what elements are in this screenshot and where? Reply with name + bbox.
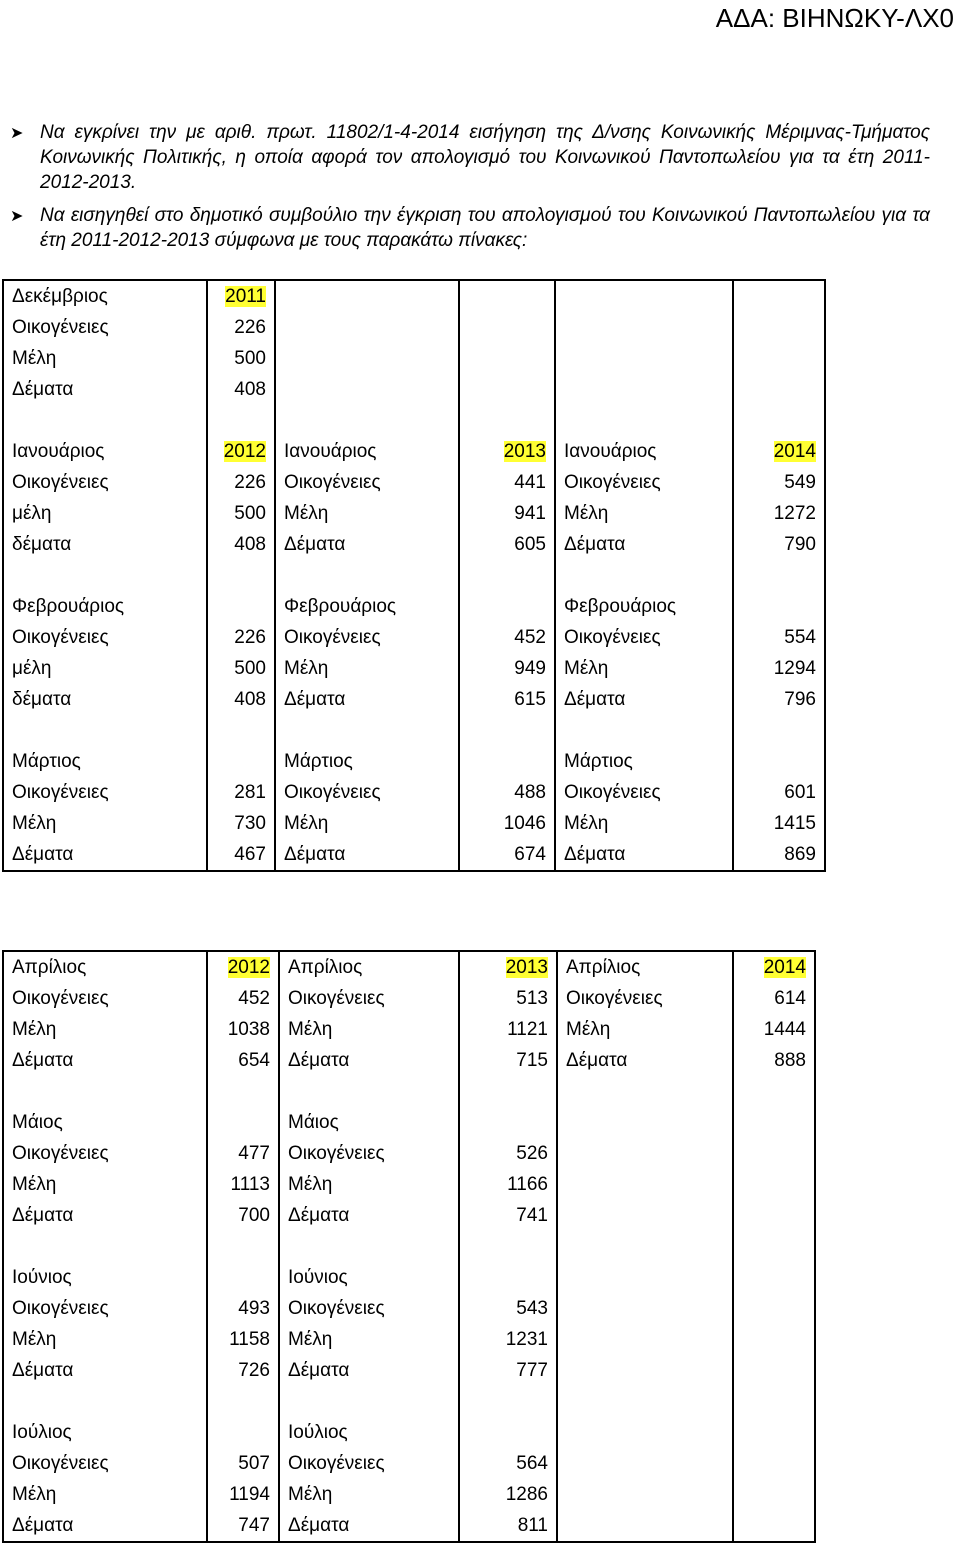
table-cell (557, 1262, 733, 1293)
table-row (3, 1293, 815, 1324)
table-cell (733, 591, 825, 622)
table-cell: Οικογένειες (3, 1448, 207, 1479)
table-cell (207, 436, 275, 467)
table-cell: Μάιος (279, 1107, 459, 1138)
table-cell: Δέματα (3, 1355, 207, 1386)
table-row (3, 560, 825, 591)
table-cell (557, 1231, 733, 1262)
table-row (3, 1386, 815, 1417)
table-row (3, 715, 825, 746)
table-cell: 888 (733, 1045, 815, 1076)
table-cell: 796 (733, 684, 825, 715)
table-cell (733, 1324, 815, 1355)
table-cell (733, 1076, 815, 1107)
table-cell: Οικογένειες (555, 777, 733, 808)
table-cell: Δέματα (555, 529, 733, 560)
table-cell: Δεκέμβριος (3, 280, 207, 312)
table-cell (459, 280, 555, 312)
table-cell: Μέλη (3, 1324, 207, 1355)
table-cell: 674 (459, 839, 555, 871)
table-cell (459, 312, 555, 343)
table-row (3, 1355, 815, 1386)
table-cell (557, 1293, 733, 1324)
table-cell: δέματα (3, 529, 207, 560)
table-cell: Μάρτιος (555, 746, 733, 777)
table-cell: 949 (459, 653, 555, 684)
table-cell (275, 343, 459, 374)
table-row (3, 498, 825, 529)
table-cell: Οικογένειες (557, 983, 733, 1014)
table-row (3, 1231, 815, 1262)
table-cell (3, 405, 207, 436)
table-cell (733, 951, 815, 983)
table-cell: Οικογένειες (275, 622, 459, 653)
table-cell: Οικογένειες (3, 1138, 207, 1169)
table-row (3, 684, 825, 715)
table-cell (207, 405, 275, 436)
paragraph-recommendation (10, 203, 930, 253)
table-cell: 614 (733, 983, 815, 1014)
table-cell (733, 1479, 815, 1510)
table-cell (733, 1386, 815, 1417)
table-cell (459, 436, 555, 467)
table-cell: Οικογένειες (3, 1293, 207, 1324)
table-row (3, 1262, 815, 1293)
table-cell (733, 1262, 815, 1293)
monthly-stats-table-2012-2014-part2 (2, 950, 816, 1543)
table-cell (557, 1355, 733, 1386)
table-cell (275, 405, 459, 436)
table-cell (275, 715, 459, 746)
table-cell: 790 (733, 529, 825, 560)
table-cell (555, 405, 733, 436)
table-cell (733, 436, 825, 467)
table-cell (557, 1169, 733, 1200)
table-cell: Δέματα (279, 1045, 459, 1076)
table-cell (459, 1231, 557, 1262)
table-cell: 869 (733, 839, 825, 871)
table-row (3, 436, 825, 467)
table-cell: 488 (459, 777, 555, 808)
table-cell: Οικογένειες (279, 1138, 459, 1169)
table-cell (207, 591, 275, 622)
table-cell (733, 1293, 815, 1324)
table-cell (557, 1386, 733, 1417)
table-cell: 564 (459, 1448, 557, 1479)
table-cell: 777 (459, 1355, 557, 1386)
table-cell: 452 (459, 622, 555, 653)
table-cell: Οικογένειες (279, 1448, 459, 1479)
table-cell: Ιούλιος (279, 1417, 459, 1448)
table-cell: Μέλη (3, 1169, 207, 1200)
table-cell (733, 1107, 815, 1138)
table-row (3, 1014, 815, 1045)
table-cell (733, 715, 825, 746)
table-cell: Μέλη (279, 1324, 459, 1355)
table-row (3, 653, 825, 684)
table-cell: Φεβρουάριος (3, 591, 207, 622)
table-cell: Οικογένειες (3, 312, 207, 343)
table-cell: 1166 (459, 1169, 557, 1200)
table-cell (207, 715, 275, 746)
table-cell: Δέματα (275, 684, 459, 715)
table-row (3, 746, 825, 777)
table-cell (557, 1448, 733, 1479)
table-cell: 1158 (207, 1324, 279, 1355)
table-cell: Μέλη (275, 808, 459, 839)
table-row (3, 983, 815, 1014)
table-cell (733, 343, 825, 374)
table-cell: 1231 (459, 1324, 557, 1355)
paragraph-approval (10, 120, 930, 195)
table-cell: Μάρτιος (3, 746, 207, 777)
table-cell: 281 (207, 777, 275, 808)
table-cell (3, 1231, 207, 1262)
table-cell: Ιανουάριος (555, 436, 733, 467)
table-cell: Ιανουάριος (3, 436, 207, 467)
table-cell (555, 374, 733, 405)
table-cell: 500 (207, 653, 275, 684)
table-cell (275, 312, 459, 343)
table-cell: Οικογένειες (279, 983, 459, 1014)
table-cell: 811 (459, 1510, 557, 1542)
table-cell: Μέλη (555, 653, 733, 684)
document-ada-id: ΑΔΑ: ΒΙΗΝΩΚΥ-ΛΧ0 (715, 3, 954, 33)
table-cell: 941 (459, 498, 555, 529)
table-cell (733, 280, 825, 312)
highlighted-year: 2014 (763, 957, 806, 978)
table-cell: Μέλη (279, 1169, 459, 1200)
table-row (3, 280, 825, 312)
table-cell (733, 1510, 815, 1542)
table-cell: Ιανουάριος (275, 436, 459, 467)
table-cell: 513 (459, 983, 557, 1014)
table-row (3, 1324, 815, 1355)
table-cell (733, 1138, 815, 1169)
table-cell: Οικογένειες (275, 467, 459, 498)
table-cell: 1286 (459, 1479, 557, 1510)
table-cell: 1046 (459, 808, 555, 839)
table-row (3, 529, 825, 560)
table-cell (207, 1231, 279, 1262)
table-cell: Μέλη (3, 808, 207, 839)
table-cell: 605 (459, 529, 555, 560)
table-cell: 1194 (207, 1479, 279, 1510)
table-cell: 467 (207, 839, 275, 871)
table-cell: 549 (733, 467, 825, 498)
table-cell: μέλη (3, 653, 207, 684)
table-cell: Δέματα (555, 684, 733, 715)
table-cell: 601 (733, 777, 825, 808)
highlighted-year: 2014 (773, 441, 816, 462)
table-row (3, 591, 825, 622)
table-cell: 500 (207, 498, 275, 529)
table-cell: Δέματα (279, 1355, 459, 1386)
table-cell (555, 280, 733, 312)
table-cell: Δέματα (279, 1200, 459, 1231)
table-cell (207, 746, 275, 777)
table-cell: 452 (207, 983, 279, 1014)
table-cell: Δέματα (3, 1200, 207, 1231)
table-cell (555, 560, 733, 591)
table-cell (733, 1231, 815, 1262)
table-cell (459, 1417, 557, 1448)
table-cell: Ιούνιος (279, 1262, 459, 1293)
highlighted-year: 2012 (227, 957, 270, 978)
table-cell (459, 374, 555, 405)
table-cell: Ιούνιος (3, 1262, 207, 1293)
table-cell (733, 374, 825, 405)
table-cell (275, 560, 459, 591)
table-cell: Μέλη (3, 1479, 207, 1510)
table-row (3, 1169, 815, 1200)
table-cell: Οικογένειες (3, 622, 207, 653)
table-cell (733, 560, 825, 591)
table-cell: 1121 (459, 1014, 557, 1045)
table-row (3, 777, 825, 808)
table-cell: Μέλη (279, 1479, 459, 1510)
table-cell: 226 (207, 467, 275, 498)
table-cell: 715 (459, 1045, 557, 1076)
monthly-stats-table-2011-2014-part1 (2, 279, 826, 872)
table-cell: 408 (207, 529, 275, 560)
table-cell: 408 (207, 684, 275, 715)
table-row (3, 1479, 815, 1510)
table-cell (3, 1386, 207, 1417)
table-cell (275, 374, 459, 405)
table-cell: 1444 (733, 1014, 815, 1045)
table-cell: 1038 (207, 1014, 279, 1045)
table-cell (275, 280, 459, 312)
table-cell (3, 1076, 207, 1107)
table-cell (459, 343, 555, 374)
table-cell (207, 1262, 279, 1293)
table-cell (279, 1076, 459, 1107)
table-cell: Μέλη (555, 808, 733, 839)
table-cell: 1415 (733, 808, 825, 839)
table-cell: Φεβρουάριος (275, 591, 459, 622)
table-cell (459, 1262, 557, 1293)
table-cell (557, 1200, 733, 1231)
table-row (3, 622, 825, 653)
table-cell (207, 1107, 279, 1138)
table-cell: Δέματα (275, 529, 459, 560)
table-cell: Δέματα (557, 1045, 733, 1076)
table-cell: Μέλη (557, 1014, 733, 1045)
table-row (3, 1510, 815, 1542)
highlighted-year: 2013 (503, 441, 546, 462)
table-cell: 730 (207, 808, 275, 839)
table-cell (279, 1231, 459, 1262)
table-cell: Μάιος (3, 1107, 207, 1138)
arrow-bullet-icon: ➤ (10, 208, 24, 225)
table-row (3, 1417, 815, 1448)
table-cell: Φεβρουάριος (555, 591, 733, 622)
table-row (3, 1107, 815, 1138)
table-cell: 507 (207, 1448, 279, 1479)
table-cell: 500 (207, 343, 275, 374)
table-cell: 408 (207, 374, 275, 405)
table-cell (733, 1169, 815, 1200)
table-cell: 726 (207, 1355, 279, 1386)
table-cell (459, 405, 555, 436)
table-cell (207, 280, 275, 312)
table-cell: Οικογένειες (3, 777, 207, 808)
paragraph-text: Να εγκρίνει την με αριθ. πρωτ. 11802/1-4-2014 εισήγηση της Δ/νσης Κοινωνικής Μέριμνας-Τμήματος Κοινωνικής Πολιτικής, η οποία αφορά τον απολογισμό του Κοινωνικού Παντοπωλείου για τα έτη 2011-2012-2013. (40, 122, 930, 193)
table-cell (555, 312, 733, 343)
table-cell (459, 746, 555, 777)
table-cell: Μέλη (555, 498, 733, 529)
table-cell: 1294 (733, 653, 825, 684)
table-cell (557, 1138, 733, 1169)
table-cell (279, 1386, 459, 1417)
highlighted-year: 2013 (505, 957, 548, 978)
table-cell (733, 312, 825, 343)
table-cell: Απρίλιος (3, 951, 207, 983)
table-row (3, 343, 825, 374)
table-cell: 226 (207, 312, 275, 343)
table-cell (733, 746, 825, 777)
table-cell (459, 560, 555, 591)
table-cell: Οικογένειες (3, 983, 207, 1014)
table-row (3, 405, 825, 436)
table-cell: Δέματα (3, 1045, 207, 1076)
table-cell (207, 560, 275, 591)
table-cell (557, 1417, 733, 1448)
table-cell: 493 (207, 1293, 279, 1324)
table-cell: 526 (459, 1138, 557, 1169)
table-cell (207, 1417, 279, 1448)
table-cell (733, 1417, 815, 1448)
table-cell: Δέματα (279, 1510, 459, 1542)
table-row (3, 1200, 815, 1231)
table-cell (207, 1076, 279, 1107)
table-cell: Μέλη (275, 498, 459, 529)
table-cell (557, 1076, 733, 1107)
table-cell (555, 343, 733, 374)
table-cell (733, 1355, 815, 1386)
table-cell (733, 1200, 815, 1231)
table-cell: Δέματα (3, 1510, 207, 1542)
highlighted-year: 2012 (223, 441, 266, 462)
arrow-bullet-icon: ➤ (10, 125, 24, 142)
table-cell: Δέματα (3, 374, 207, 405)
table-row (3, 467, 825, 498)
highlighted-year: 2011 (225, 286, 266, 307)
table-cell: 654 (207, 1045, 279, 1076)
table-row (3, 951, 815, 983)
table-cell: Οικογένειες (279, 1293, 459, 1324)
table-cell: Μέλη (279, 1014, 459, 1045)
table-cell (557, 1510, 733, 1542)
paragraph-text: Να εισηγηθεί στο δημοτικό συμβούλιο την έγκριση του απολογισμού του Κοινωνικού Παντοπωλείου για τα έτη 2011-2012-2013 σύμφωνα με τους παρακάτω πίνακες: (40, 205, 930, 251)
table-cell: Μέλη (3, 1014, 207, 1045)
table-cell: 741 (459, 1200, 557, 1231)
table-cell (557, 1324, 733, 1355)
table-cell (459, 1107, 557, 1138)
table-cell: Οικογένειες (555, 622, 733, 653)
table-row (3, 312, 825, 343)
table-cell: 226 (207, 622, 275, 653)
table-cell (557, 1479, 733, 1510)
table-cell (733, 1448, 815, 1479)
table-cell: Μέλη (275, 653, 459, 684)
table-cell: Οικογένειες (275, 777, 459, 808)
table-cell (459, 1076, 557, 1107)
table-row (3, 808, 825, 839)
table-cell (459, 715, 555, 746)
table-cell: 700 (207, 1200, 279, 1231)
table-row (3, 1448, 815, 1479)
table-cell: Δέματα (275, 839, 459, 871)
table-row (3, 1138, 815, 1169)
table-cell (207, 951, 279, 983)
table-cell (733, 405, 825, 436)
table-cell: Οικογένειες (555, 467, 733, 498)
table-cell: 477 (207, 1138, 279, 1169)
table-cell: 1272 (733, 498, 825, 529)
table-cell: Ιούλιος (3, 1417, 207, 1448)
table-cell (557, 1107, 733, 1138)
table-cell (459, 1386, 557, 1417)
table-cell: 1113 (207, 1169, 279, 1200)
table-cell (207, 1386, 279, 1417)
table-row (3, 1045, 815, 1076)
table-cell: Μέλη (3, 343, 207, 374)
table-cell (3, 560, 207, 591)
table-cell: δέματα (3, 684, 207, 715)
table-cell: Απρίλιος (279, 951, 459, 983)
table-row (3, 374, 825, 405)
table-row (3, 1076, 815, 1107)
table-row (3, 839, 825, 871)
table-cell: 543 (459, 1293, 557, 1324)
table-cell: μέλη (3, 498, 207, 529)
table-cell: Απρίλιος (557, 951, 733, 983)
table-cell (3, 715, 207, 746)
table-cell (459, 591, 555, 622)
table-cell: 747 (207, 1510, 279, 1542)
table-cell (459, 951, 557, 983)
table-cell: Οικογένειες (3, 467, 207, 498)
table-cell: Δέματα (555, 839, 733, 871)
table-cell (555, 715, 733, 746)
table-cell: 615 (459, 684, 555, 715)
table-cell: 441 (459, 467, 555, 498)
table-cell: 554 (733, 622, 825, 653)
table-cell: Μάρτιος (275, 746, 459, 777)
table-cell: Δέματα (3, 839, 207, 871)
